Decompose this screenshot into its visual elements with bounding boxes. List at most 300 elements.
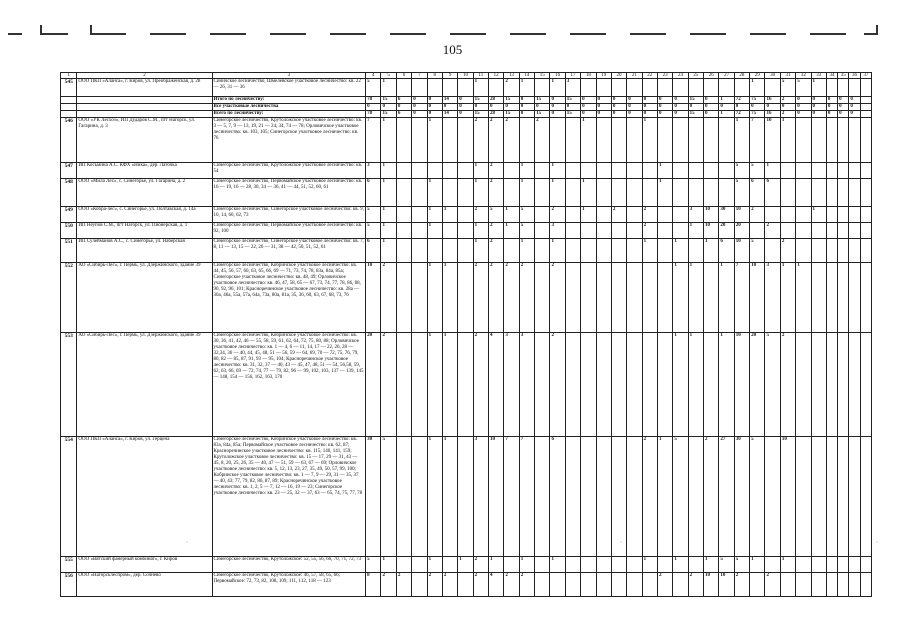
table-row: [61, 239, 872, 263]
value-cell: 27: [719, 437, 734, 557]
value-cell: [838, 573, 849, 597]
scan-mark: [510, 33, 546, 35]
value-cell: 1: [796, 263, 811, 333]
value-cell: [627, 573, 642, 597]
forest-location-cell: Синегорское лесничество, Крутоложское: 52, 55, 56, 66, 70, 71, 72, 73: [212, 557, 366, 573]
value-cell: 1: [688, 223, 703, 239]
value-cell: [596, 573, 611, 597]
forest-location-cell: Синегорское лесничество, Кобринское участковое лесничество: кв. 44, 45, 56, 57, 60, 63, 65, 66, 69 — 71, 73, 74, 78, 83а, 84а, 85а; Синегорское участковое лесничество: кв. 48, 49; Орловичское участковое лесничество: кв. 46, 47, 58, 65 — 67, 73, 74, 77, 78, 86, 88, 90, 92, 96, 101; Красноречинское участковое лесничество: кв. 28а — 30а, 46а, 55а, 57а, 64а, 73а, 80а, 81а, 35, 36, 60, 63, 67, 68, 73, 76: [212, 263, 366, 333]
value-cell: [838, 118, 849, 163]
row-number-cell: 546: [61, 118, 77, 163]
value-cell: [611, 118, 626, 163]
value-cell: 1: [427, 223, 442, 239]
value-cell: 1: [780, 118, 795, 163]
value-cell: [627, 437, 642, 557]
value-cell: [396, 179, 411, 207]
value-cell: [860, 111, 871, 118]
value-cell: [826, 557, 837, 573]
value-cell: 0: [838, 111, 849, 118]
value-cell: 0: [381, 104, 396, 111]
value-cell: [642, 263, 657, 333]
value-cell: [642, 333, 657, 437]
value-cell: [504, 179, 519, 207]
value-cell: [596, 263, 611, 333]
value-cell: 15: [504, 111, 519, 118]
value-cell: 0: [657, 97, 672, 104]
column-number-cell: 20: [611, 73, 626, 79]
value-cell: 1: [780, 263, 795, 333]
value-cell: [860, 79, 871, 97]
scan-mark: [270, 33, 306, 35]
scan-mark: [330, 33, 366, 35]
value-cell: [673, 79, 688, 97]
value-cell: 3: [550, 223, 565, 239]
value-cell: 0: [704, 104, 719, 111]
table-row: [61, 333, 872, 437]
value-cell: [673, 179, 688, 207]
value-cell: 15: [504, 97, 519, 104]
value-cell: 2: [550, 333, 565, 437]
organization-cell: ИП Косьмина А.С. КФХ «Ника», дер. Латочка: [77, 163, 212, 179]
value-cell: 0: [458, 111, 473, 118]
value-cell: 5: [734, 179, 749, 207]
value-cell: 3: [565, 79, 580, 97]
value-cell: [765, 207, 780, 223]
value-cell: 0: [704, 111, 719, 118]
value-cell: 1: [704, 239, 719, 263]
value-cell: 2: [473, 263, 488, 333]
value-cell: [565, 118, 580, 163]
value-cell: 0: [734, 104, 749, 111]
value-cell: 1: [581, 179, 596, 207]
value-cell: [596, 223, 611, 239]
value-cell: [780, 163, 795, 179]
value-cell: [396, 333, 411, 437]
column-number-cell: 2: [77, 73, 212, 79]
value-cell: [442, 118, 457, 163]
value-cell: [826, 163, 837, 179]
forest-location-cell: Синегорское лесничество, Крутоложское участковое лесничество: кв. 54: [212, 163, 366, 179]
value-cell: 2: [489, 223, 504, 239]
table-row: [61, 263, 872, 333]
value-cell: [627, 557, 642, 573]
value-cell: [535, 239, 550, 263]
value-cell: 0: [849, 97, 860, 104]
value-cell: 14: [442, 97, 457, 104]
value-cell: 3: [519, 333, 534, 437]
value-cell: [581, 239, 596, 263]
value-cell: 2: [780, 97, 795, 104]
value-cell: [796, 163, 811, 179]
value-cell: [396, 239, 411, 263]
value-cell: 5: [719, 557, 734, 573]
value-cell: [581, 573, 596, 597]
value-cell: 0: [849, 104, 860, 111]
value-cell: [657, 239, 672, 263]
value-cell: [458, 223, 473, 239]
value-cell: 5: [673, 437, 688, 557]
value-cell: [565, 263, 580, 333]
value-cell: [657, 79, 672, 97]
value-cell: 2: [535, 118, 550, 163]
value-cell: 4: [489, 573, 504, 597]
value-cell: 1: [504, 223, 519, 239]
value-cell: 1: [427, 118, 442, 163]
column-number-cell: 1: [61, 73, 77, 79]
value-cell: 2: [504, 79, 519, 97]
value-cell: [535, 573, 550, 597]
value-cell: [565, 437, 580, 557]
value-cell: [860, 557, 871, 573]
value-cell: [535, 263, 550, 333]
value-cell: [849, 207, 860, 223]
scan-mark: [750, 33, 786, 35]
value-cell: [596, 557, 611, 573]
value-cell: 0: [611, 104, 626, 111]
value-cell: [838, 163, 849, 179]
column-number-cell: 19: [596, 73, 611, 79]
value-cell: 3: [688, 207, 703, 223]
value-cell: [826, 263, 837, 333]
value-cell: [611, 333, 626, 437]
forest-location-cell: Синегорское лесничество, Кобринское участковое лесничество: кв. 30, 36, 41, 42, 46 — 55, 58, 59, 61, 62, 64, 72, 75, 80, 88; Орловичское участковое лесничество: кв. 1 — 4, 6 — 11, 14, 17 — 22, 26, 28 — 32,34, 36 — 40, 44, 45, 48, 51 — 56, 59 — 64, 69, 70 — 72, 75, 76, 79, 80, 82 — 85, 87, 91, 93 — 95, 104; Красноречинское участковое лесничество: кв. 31, 32, 37 — 40, 43 — 45, 47, 48, 51 — 54, 56,58, 59, 62, 63, 66, 69 — 72, 74, 77 — 79, 82, 96 — 99, 102, 103, 137 — 139, 145 — 148, 154 — 156, 162, 163, 170: [212, 333, 366, 437]
value-cell: 15: [381, 97, 396, 104]
value-cell: 2: [381, 573, 396, 597]
value-cell: 2: [396, 573, 411, 597]
value-cell: 0: [838, 97, 849, 104]
value-cell: [860, 239, 871, 263]
value-cell: [704, 163, 719, 179]
value-cell: [427, 79, 442, 97]
value-cell: 5: [780, 79, 795, 97]
value-cell: [673, 573, 688, 597]
value-cell: 0: [550, 97, 565, 104]
forest-location-cell: Синичское лесничество, Шмелевское участковое лесничество: кв. 22 — 26, 31 — 36: [212, 79, 366, 97]
value-cell: 5: [366, 79, 381, 97]
forest-location-cell: Синегорское лесничество, Первомайское участковое лесничество: кв. 92, 100: [212, 223, 366, 239]
value-cell: 2: [473, 557, 488, 573]
value-cell: 0: [458, 97, 473, 104]
value-cell: [596, 179, 611, 207]
value-cell: [565, 179, 580, 207]
value-cell: 1: [427, 557, 442, 573]
value-cell: [565, 223, 580, 239]
value-cell: 2: [780, 333, 795, 437]
value-cell: 1: [642, 557, 657, 573]
value-cell: [811, 557, 826, 573]
value-cell: [849, 118, 860, 163]
column-number-cell: 21: [627, 73, 642, 79]
column-number-cell: 37: [860, 73, 871, 79]
column-number-cell: 3: [212, 73, 366, 79]
value-cell: 1: [704, 557, 719, 573]
value-cell: [849, 79, 860, 97]
value-cell: [780, 179, 795, 207]
forest-location-cell: Синегорское лесничество, Первомайское участковое лесничество: кв. 16 — 19, 16 — 28, 30, 34 — 36, 41 — 44, 51, 52, 60, 61: [212, 179, 366, 207]
value-cell: 2: [473, 573, 488, 597]
value-cell: 20: [734, 223, 749, 239]
value-cell: [826, 79, 837, 97]
value-cell: 0: [657, 104, 672, 111]
value-cell: [657, 333, 672, 437]
table-row: [61, 179, 872, 207]
value-cell: 0: [811, 104, 826, 111]
value-cell: 1: [688, 333, 703, 437]
organization-cell: [77, 111, 212, 118]
value-cell: 0: [611, 111, 626, 118]
value-cell: 2: [489, 163, 504, 179]
value-cell: 1: [780, 557, 795, 573]
value-cell: [849, 573, 860, 597]
value-cell: [396, 163, 411, 179]
value-cell: [412, 223, 427, 239]
value-cell: 2: [489, 118, 504, 163]
value-cell: 5: [381, 437, 396, 557]
value-cell: 1: [427, 207, 442, 223]
value-cell: [535, 557, 550, 573]
value-cell: [519, 118, 534, 163]
value-cell: [688, 118, 703, 163]
value-cell: [550, 573, 565, 597]
value-cell: [396, 118, 411, 163]
column-number-cell: 10: [458, 73, 473, 79]
value-cell: [596, 207, 611, 223]
value-cell: [860, 573, 871, 597]
row-number-cell: [61, 104, 77, 111]
value-cell: 1: [504, 207, 519, 223]
value-cell: 0: [826, 111, 837, 118]
value-cell: 2: [642, 207, 657, 223]
value-cell: 0: [826, 104, 837, 111]
value-cell: [611, 557, 626, 573]
row-number-cell: 554: [61, 437, 77, 557]
value-cell: [838, 557, 849, 573]
organization-cell: ООО «Нагорсклеспром», дер. Сочнево: [77, 573, 212, 597]
value-cell: [838, 79, 849, 97]
value-cell: [688, 557, 703, 573]
value-cell: 1: [442, 263, 457, 333]
value-cell: [657, 263, 672, 333]
value-cell: 0: [427, 97, 442, 104]
value-cell: 0: [642, 97, 657, 104]
value-cell: 0: [826, 97, 837, 104]
value-cell: [860, 333, 871, 437]
value-cell: [796, 573, 811, 597]
value-cell: 1: [811, 207, 826, 223]
value-cell: [611, 223, 626, 239]
value-cell: [581, 333, 596, 437]
value-cell: [535, 163, 550, 179]
value-cell: [860, 179, 871, 207]
organization-cell: [77, 97, 212, 104]
value-cell: 1: [657, 163, 672, 179]
column-number-cell: 22: [642, 73, 657, 79]
value-cell: [596, 437, 611, 557]
value-cell: 1: [473, 223, 488, 239]
value-cell: 1: [427, 437, 442, 557]
scan-mark: [810, 33, 846, 35]
value-cell: 0: [535, 104, 550, 111]
value-cell: 0: [673, 111, 688, 118]
value-cell: 0: [427, 111, 442, 118]
value-cell: 10: [719, 573, 734, 597]
row-number-cell: 553: [61, 333, 77, 437]
value-cell: 0: [519, 104, 534, 111]
value-cell: 10: [489, 437, 504, 557]
value-cell: [826, 333, 837, 437]
scan-mark: [150, 33, 186, 35]
value-cell: [458, 163, 473, 179]
value-cell: [704, 118, 719, 163]
column-number-cell: 35: [838, 73, 849, 79]
value-cell: 0: [673, 104, 688, 111]
value-cell: [396, 263, 411, 333]
value-cell: [849, 333, 860, 437]
value-cell: 7: [519, 437, 534, 557]
column-number-cell: 17: [565, 73, 580, 79]
column-number-cell: 24: [673, 73, 688, 79]
value-cell: [412, 163, 427, 179]
value-cell: [860, 223, 871, 239]
value-cell: [849, 263, 860, 333]
value-cell: [657, 118, 672, 163]
value-cell: 1: [550, 79, 565, 97]
value-cell: [796, 437, 811, 557]
value-cell: [826, 118, 837, 163]
organization-cell: ИП Сулейманов А.С., с. Синегорье, ул. Наберская: [77, 239, 212, 263]
value-cell: [627, 163, 642, 179]
value-cell: 10: [750, 263, 765, 333]
value-cell: 5: [734, 557, 749, 573]
value-cell: 20: [750, 333, 765, 437]
value-cell: [673, 207, 688, 223]
column-number-cell: 29: [750, 73, 765, 79]
value-cell: 1: [473, 239, 488, 263]
organization-cell: ООО ПКП «Аланса», г. Киров, ул. Герцена: [77, 437, 212, 557]
forest-location-cell: Всего по лесничеству:: [212, 111, 366, 118]
value-cell: 0: [750, 104, 765, 111]
value-cell: 1: [642, 239, 657, 263]
column-number-cell: 23: [657, 73, 672, 79]
value-cell: [780, 207, 795, 223]
value-cell: 1: [427, 333, 442, 437]
column-number-cell: 32: [796, 73, 811, 79]
value-cell: 72: [734, 97, 749, 104]
value-cell: [688, 179, 703, 207]
value-cell: [627, 79, 642, 97]
value-cell: 2: [504, 573, 519, 597]
value-cell: 6: [366, 239, 381, 263]
organization-cell: ИП Неупов С.М., пгт Нагорск, ул. Пионерская, д. 1: [77, 223, 212, 239]
value-cell: 2: [381, 263, 396, 333]
value-cell: [442, 223, 457, 239]
value-cell: 6: [366, 179, 381, 207]
value-cell: [535, 333, 550, 437]
summary-row: [61, 104, 872, 111]
value-cell: [796, 557, 811, 573]
forest-location-cell: Синегорское лесничество, Крутоложское участковое лесничество: кв. 3 — 5, 7, 9 — 13, 19, 21 — 24, 34, 74 — 78; Орловичское участковое лесничество: кв. 103, 105; Синегорское участковое лесничество: кв. 76: [212, 118, 366, 163]
value-cell: 1: [688, 263, 703, 333]
column-number-cell: 15: [535, 73, 550, 79]
value-cell: 0: [550, 104, 565, 111]
value-cell: 72: [734, 111, 749, 118]
value-cell: 1: [381, 79, 396, 97]
value-cell: [860, 437, 871, 557]
value-cell: 0: [627, 111, 642, 118]
organization-cell: АО «Сибирь-Лес», г. Пермь, ул. Дзержинского, здание 39: [77, 333, 212, 437]
value-cell: [796, 333, 811, 437]
scan-mark: [864, 33, 878, 35]
column-number-cell: 14: [519, 73, 534, 79]
value-cell: 2: [473, 207, 488, 223]
value-cell: 1: [473, 179, 488, 207]
value-cell: [811, 223, 826, 239]
scan-mark: [450, 33, 486, 35]
value-cell: 16: [765, 111, 780, 118]
value-cell: 2: [780, 239, 795, 263]
value-cell: 0: [550, 111, 565, 118]
value-cell: [796, 118, 811, 163]
value-cell: [627, 263, 642, 333]
value-cell: 1: [427, 263, 442, 333]
value-cell: 7: [366, 118, 381, 163]
value-cell: 1: [719, 263, 734, 333]
value-cell: 1: [519, 557, 534, 573]
value-cell: 16: [765, 97, 780, 104]
value-cell: [627, 223, 642, 239]
value-cell: 1: [673, 239, 688, 263]
value-cell: 1: [519, 163, 534, 179]
value-cell: 1: [381, 239, 396, 263]
value-cell: 1: [673, 263, 688, 333]
value-cell: 1: [381, 179, 396, 207]
value-cell: 5: [750, 163, 765, 179]
scan-speck: ·: [876, 540, 878, 546]
value-cell: 3: [366, 163, 381, 179]
organization-cell: ООО «УК Лесхоз», ИП Дударов С.М., пгт Нагорск, ул. Гагарина, д. 3: [77, 118, 212, 163]
value-cell: [849, 437, 860, 557]
value-cell: [550, 118, 565, 163]
value-cell: 14: [442, 111, 457, 118]
value-cell: 1: [519, 239, 534, 263]
column-number-cell: 27: [719, 73, 734, 79]
value-cell: [611, 179, 626, 207]
value-cell: 0: [458, 104, 473, 111]
value-cell: [826, 573, 837, 597]
value-cell: [657, 557, 672, 573]
value-cell: 5: [366, 557, 381, 573]
value-cell: 15: [565, 97, 580, 104]
value-cell: [565, 239, 580, 263]
value-cell: 2: [519, 573, 534, 597]
row-number-cell: 555: [61, 557, 77, 573]
value-cell: [796, 207, 811, 223]
value-cell: [642, 79, 657, 97]
value-cell: 2: [780, 111, 795, 118]
scan-mark: [210, 33, 246, 35]
value-cell: 0: [780, 104, 795, 111]
forest-location-cell: Итого по лесничеству:: [212, 97, 366, 104]
value-cell: [765, 239, 780, 263]
value-cell: 5: [796, 79, 811, 97]
value-cell: 78: [366, 97, 381, 104]
forest-location-cell: Синегорское лесничество, Синегорское участковое лесничество: кв. 9, 10, 14, 60, 62, 73: [212, 207, 366, 223]
row-number-cell: 552: [61, 263, 77, 333]
value-cell: 7: [734, 263, 749, 333]
value-cell: 0: [688, 104, 703, 111]
value-cell: 75: [750, 111, 765, 118]
value-cell: [796, 223, 811, 239]
